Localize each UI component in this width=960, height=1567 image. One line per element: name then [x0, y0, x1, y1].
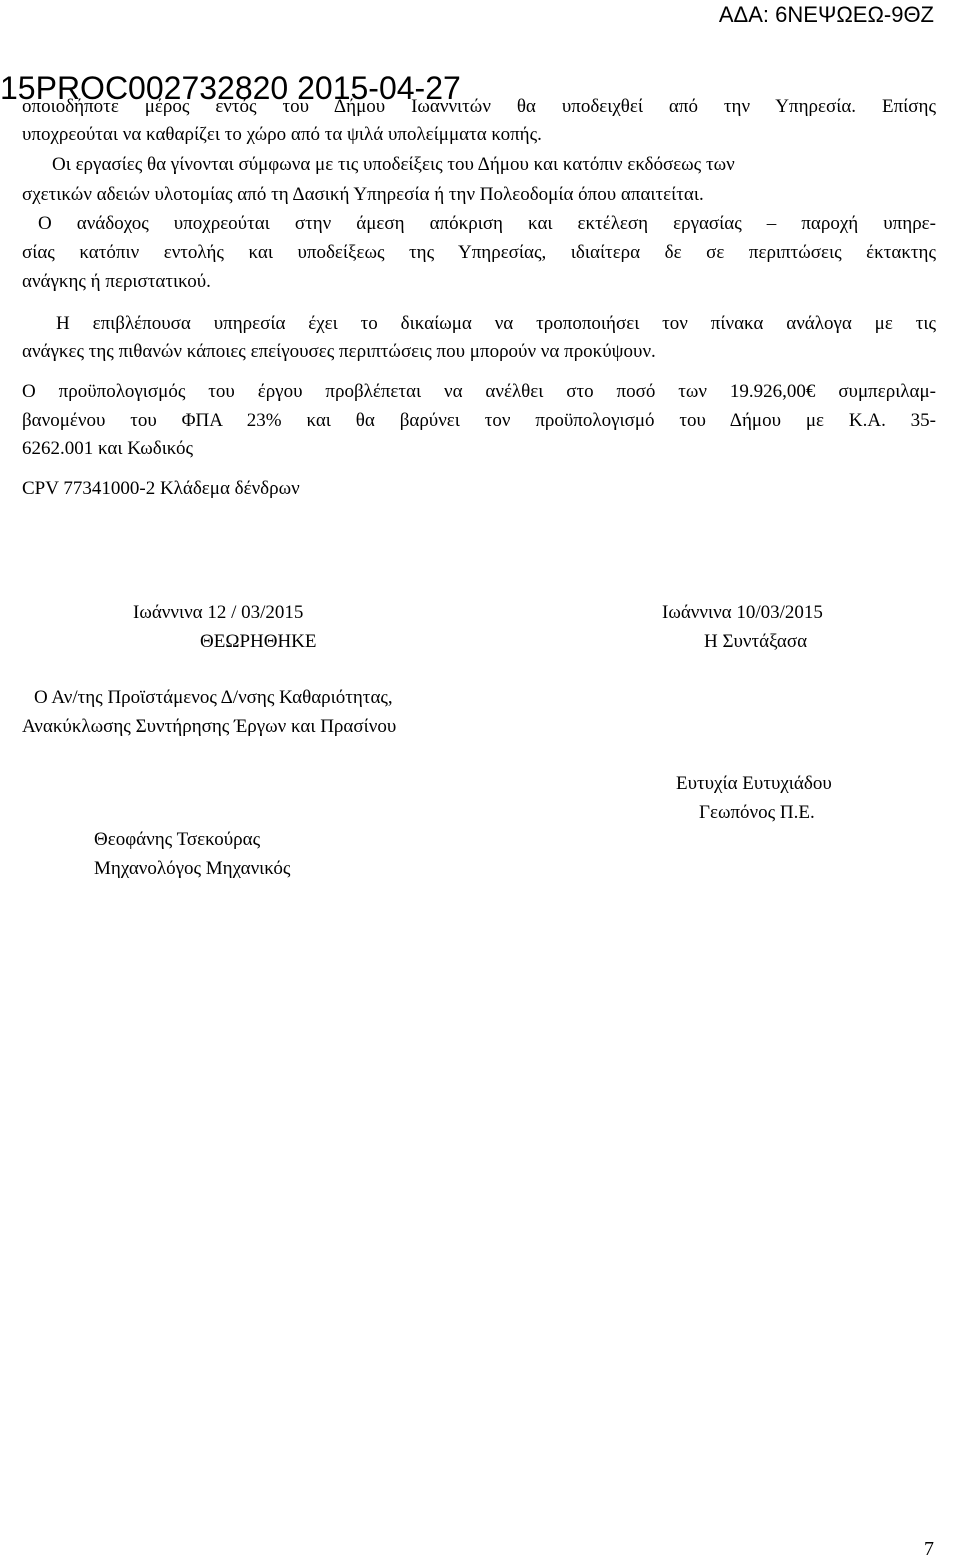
left-date: Ιωάννινα 12 / 03/2015: [133, 602, 304, 623]
paragraph-5-line-1: Ο προϋπολογισμός του έργου προβλέπεται να ανέλθει στο ποσό των 19.926,00€ συμπεριλαμ-: [22, 381, 936, 402]
paragraph-3-line-3: ανάγκης ή περιστατικού.: [22, 271, 211, 292]
paragraph-3-line-1: Ο ανάδοχος υποχρεούται στην άμεση απόκριση και εκτέλεση εργασίας – παροχή υπηρε-: [38, 213, 936, 234]
paragraph-1-line-2: υποχρεούται να καθαρίζει το χώρο από τα ψιλά υπολείμματα κοπής.: [22, 124, 542, 145]
paragraph-2-line-1: Οι εργασίες θα γίνονται σύμφωνα με τις υποδείξεις του Δήμου και κατόπιν εκδόσεως των: [52, 154, 735, 175]
left-status: ΘΕΩΡΗΘΗΚΕ: [200, 631, 317, 652]
right-signer-title: Γεωπόνος Π.Ε.: [699, 802, 815, 823]
paragraph-5-line-2: βανομένου του ΦΠΑ 23% και θα βαρύνει τον προϋπολογισμό του Δήμου με Κ.Α. 35-: [22, 410, 936, 431]
page-number: 7: [924, 1538, 934, 1560]
right-signer-name: Ευτυχία Ευτυχιάδου: [676, 773, 832, 794]
ada-code: ΑΔΑ: 6ΝΕΨΩΕΩ-9ΘΖ: [718, 2, 934, 27]
left-role-line-2: Ανακύκλωσης Συντήρησης Έργων και Πρασίνου: [22, 716, 397, 737]
protocol-stamp: 15PROC002732820 2015-04-27: [0, 70, 461, 106]
paragraph-4-line-2: ανάγκες της πιθανών κάποιες επείγουσες περιπτώσεις που μπορούν να προκύψουν.: [22, 341, 656, 362]
left-role-line-1: Ο Αν/της Προϊστάμενος Δ/νσης Καθαριότητας,: [34, 687, 393, 708]
left-signer-name: Θεοφάνης Τσεκούρας: [94, 829, 261, 850]
paragraph-2-line-2: σχετικών αδειών υλοτομίας από τη Δασική Υπηρεσία ή την Πολεοδομία όπου απαιτείται.: [22, 184, 704, 205]
paragraph-4-line-1: Η επιβλέπουσα υπηρεσία έχει το δικαίωμα να τροποποιήσει τον πίνακα ανάλογα με τις: [56, 313, 936, 334]
right-date: Ιωάννινα 10/03/2015: [662, 602, 823, 623]
right-status: Η Συντάξασα: [704, 631, 808, 652]
paragraph-5-line-3: 6262.001 και Κωδικός: [22, 438, 193, 459]
paragraph-1-line-1: οποιοδήποτε μέρος εντός του Δήμου Ιωαννιτών θα υποδειχθεί από την Υπηρεσία. Επίσης: [22, 96, 936, 117]
left-signer-title: Μηχανολόγος Μηχανικός: [94, 858, 291, 879]
paragraph-3-line-2: σίας κατόπιν εντολής και υποδείξεως της Υπηρεσίας, ιδιαίτερα δε σε περιπτώσεις έκτακτης: [22, 242, 936, 263]
cpv-line: CPV 77341000-2 Κλάδεμα δένδρων: [22, 478, 300, 499]
